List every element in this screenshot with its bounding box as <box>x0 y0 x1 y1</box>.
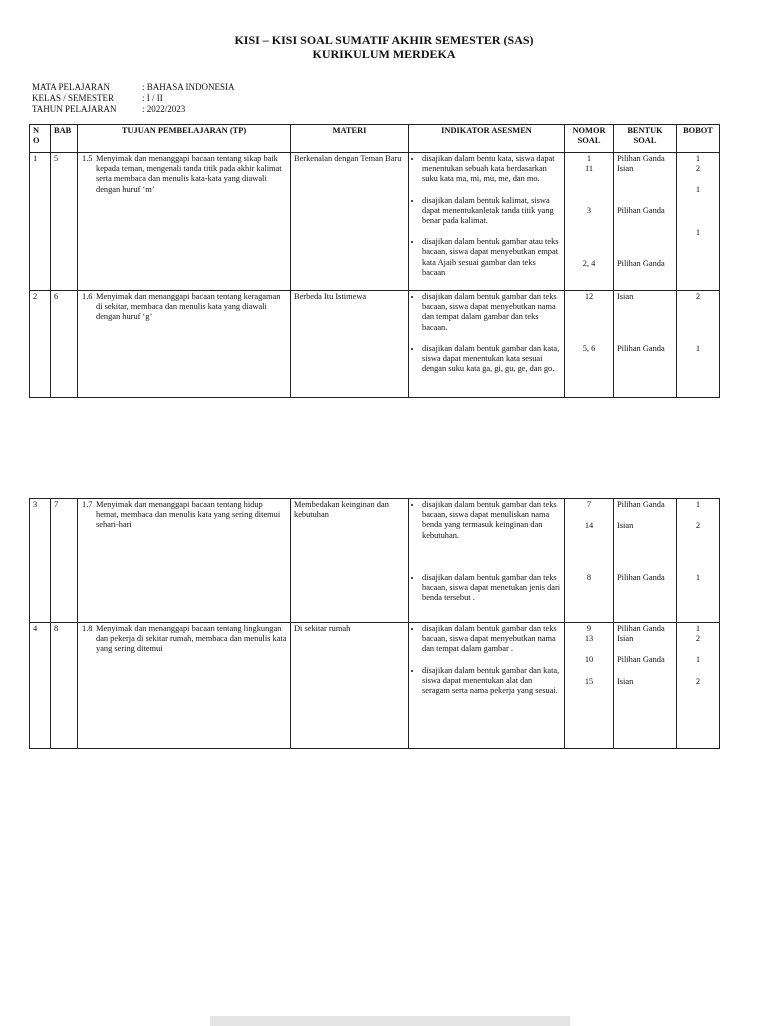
cell-materi: Membedakan keinginan dan kebutuhan <box>291 499 409 623</box>
table-header-row <box>30 125 720 153</box>
nomor-value: 11 <box>584 164 594 174</box>
meta-row <box>32 104 235 115</box>
meta-value: : I / II <box>142 93 163 103</box>
tp-text: Menyimak dan menanggapi bacaan tentang keragaman di sekitar, membaca dan menulis kata yang diawali dengan huruf ‘g’ <box>96 292 281 322</box>
bobot-value: 2 <box>695 164 701 174</box>
bobot-value: 1 <box>695 624 701 633</box>
indikator-item: • disajikan dalam bentuk gambar dan teks bacaan, siswa dapat menuliskan nama benda yang termasuk keinginan dan kebutuhan. <box>422 500 561 541</box>
indikator-item: • disajikan dalam bentu kata, siswa dapat menentukan sebuah kata berdasarkan suku kata ma, mi, mu, me, dan mo. <box>422 154 561 185</box>
header-nomor-soal: NOMOR SOAL <box>565 125 614 153</box>
cell-bentuk-soal <box>614 499 677 623</box>
cell-nomor-soal <box>565 623 614 749</box>
bobot-value: 2 <box>695 521 701 531</box>
next-page-watermark <box>210 1016 570 1026</box>
cell-indikator <box>409 499 565 623</box>
cell-bobot <box>677 153 720 291</box>
table-row <box>30 499 720 623</box>
cell-materi: Di sekitar rumah <box>291 623 409 749</box>
meta-label: KELAS / SEMESTER <box>32 93 115 103</box>
bobot-value: 1 <box>695 185 701 195</box>
table-row <box>30 623 720 749</box>
header-bab: BAB <box>51 125 78 153</box>
bentuk-value: Pilihan Ganda <box>617 500 665 509</box>
bentuk-value: Isian <box>617 521 634 531</box>
bobot-value: 2 <box>695 676 701 686</box>
meta-value: : 2022/2023 <box>142 104 186 114</box>
cell-no: 4 <box>30 623 51 749</box>
nomor-value: 1 <box>586 154 592 163</box>
meta-label: MATA PELAJARAN <box>32 82 111 92</box>
cell-no: 1 <box>30 153 51 291</box>
nomor-value: 12 <box>584 292 594 301</box>
cell-tp <box>78 291 291 398</box>
bentuk-value: Isian <box>617 164 634 174</box>
nomor-value: 9 <box>586 624 592 633</box>
bentuk-value: Pilihan Ganda <box>617 154 665 163</box>
bobot-value: 1 <box>695 500 701 509</box>
indikator-item: • disajikan dalam bentuk gambar atau teks bacaan, siswa dapat menyebutkan empat kata Ajaib sesuai gambar dan teks bacaan <box>422 237 561 278</box>
nomor-value: 14 <box>584 521 594 531</box>
title-line-1: KISI – KISI SOAL SUMATIF AKHIR SEMESTER (SAS) <box>234 33 534 47</box>
cell-no: 3 <box>30 499 51 623</box>
cell-tp <box>78 153 291 291</box>
tp-text: Menyimak dan menanggapi bacaan tentang hidup hemat, membaca dan menulis kata yang sering ditemui sehari-hari <box>96 500 281 530</box>
tp-number: 1.5 <box>82 154 93 163</box>
document-title <box>0 33 768 61</box>
cell-bobot <box>677 623 720 749</box>
bobot-value: 1 <box>695 655 701 665</box>
tp-number: 1.7 <box>82 500 93 509</box>
cell-indikator <box>409 153 565 291</box>
cell-nomor-soal <box>565 153 614 291</box>
bentuk-value: Pilihan Ganda <box>617 344 665 354</box>
kisi-kisi-table-2 <box>29 498 720 749</box>
bobot-value: 2 <box>695 292 701 301</box>
nomor-value: 10 <box>584 655 594 665</box>
indikator-item: • disajikan dalam bentuk gambar dan teks bacaan, siswa dapat menetukan jenis dari benda tersebut . <box>422 573 561 604</box>
cell-bab: 7 <box>51 499 78 623</box>
cell-indikator <box>409 623 565 749</box>
cell-tp <box>78 499 291 623</box>
cell-bobot <box>677 291 720 398</box>
bentuk-value: Pilihan Ganda <box>617 655 665 665</box>
cell-indikator <box>409 291 565 398</box>
bobot-value: 1 <box>695 227 701 237</box>
cell-materi: Berbeda Itu Istimewa <box>291 291 409 398</box>
nomor-value: 8 <box>586 573 592 583</box>
tp-text: Menyimak dan menanggapi bacaan tentang sikap baik kepada teman, mengenali tanda titik pada akhir kalimat serta membaca dan menulis kata-kata yang diawali dengan huruf ‘m’ <box>96 154 282 194</box>
nomor-value: 2, 4 <box>582 258 596 268</box>
header-materi: MATERI <box>291 125 409 153</box>
cell-bobot <box>677 499 720 623</box>
indikator-item: • disajikan dalam bentuk gambar dan kata, siswa dapat menentukan kata sesuai dengan suku kata ga, gi, gu, ge, dan go. <box>422 344 561 375</box>
bentuk-value: Isian <box>617 634 634 644</box>
meta-row <box>32 82 235 93</box>
bentuk-value: Isian <box>617 676 634 686</box>
cell-materi: Berkenalan dengan Teman Baru <box>291 153 409 291</box>
cell-bentuk-soal <box>614 153 677 291</box>
meta-value: : BAHASA INDONESIA <box>142 82 235 92</box>
nomor-value: 15 <box>584 676 594 686</box>
cell-bab: 6 <box>51 291 78 398</box>
meta-label: TAHUN PELAJARAN <box>32 104 117 114</box>
cell-nomor-soal <box>565 291 614 398</box>
header-no: N O <box>30 125 51 153</box>
cell-nomor-soal <box>565 499 614 623</box>
document-meta <box>32 82 235 115</box>
cell-bab: 5 <box>51 153 78 291</box>
cell-bab: 8 <box>51 623 78 749</box>
table-row <box>30 291 720 398</box>
header-indikator: INDIKATOR ASESMEN <box>409 125 565 153</box>
header-tp: TUJUAN PEMBELAJARAN (TP) <box>78 125 291 153</box>
nomor-value: 5, 6 <box>582 344 596 354</box>
bobot-value: 1 <box>695 573 701 583</box>
cell-no: 2 <box>30 291 51 398</box>
indikator-item: • disajikan dalam bentuk kalimat, siswa dapat menentukanletak tanda titik yang benar pada kalimat. <box>422 196 561 227</box>
cell-bentuk-soal <box>614 291 677 398</box>
header-bentuk-soal: BENTUK SOAL <box>614 125 677 153</box>
nomor-value: 3 <box>586 206 592 216</box>
meta-row <box>32 93 235 104</box>
tp-number: 1.8 <box>82 624 93 633</box>
bentuk-value: Pilihan Ganda <box>617 258 665 268</box>
bentuk-value: Pilihan Ganda <box>617 573 665 583</box>
bentuk-value: Isian <box>617 292 634 301</box>
cell-bentuk-soal <box>614 623 677 749</box>
indikator-item: • disajikan dalam bentuk gambar dan teks bacaan, siswa dapat menyebutkan nama dan tempat dalam gambar dan teks bacaan. <box>422 292 561 333</box>
cell-tp <box>78 623 291 749</box>
nomor-value: 7 <box>586 500 592 509</box>
title-line-2: KURIKULUM MERDEKA <box>312 47 456 61</box>
tp-number: 1.6 <box>82 292 93 301</box>
indikator-item: • disajikan dalam bentuk gambar dan kata, siswa dapat menentukan alat dan seragam serta nama pekerja yang sesuai. <box>422 666 561 697</box>
nomor-value: 13 <box>584 634 594 644</box>
indikator-item: • disajikan dalam bentuk gambar dan teks bacaan, siswa dapat menyebutkan nama dan tempat dalam gambar . <box>422 624 561 655</box>
tp-text: Menyimak dan menanggapi bacaan tentang lingkungan dan pekerja di sekitar rumah, membaca dan menulis kata yang sering ditemui <box>96 624 287 654</box>
bobot-value: 1 <box>695 154 701 163</box>
bentuk-value: Pilihan Ganda <box>617 624 665 633</box>
bobot-value: 2 <box>695 634 701 644</box>
header-bobot: BOBOT <box>677 125 720 153</box>
bentuk-value: Pilihan Ganda <box>617 206 665 216</box>
kisi-kisi-table-1 <box>29 124 720 398</box>
table-row <box>30 153 720 291</box>
bobot-value: 1 <box>695 344 701 354</box>
